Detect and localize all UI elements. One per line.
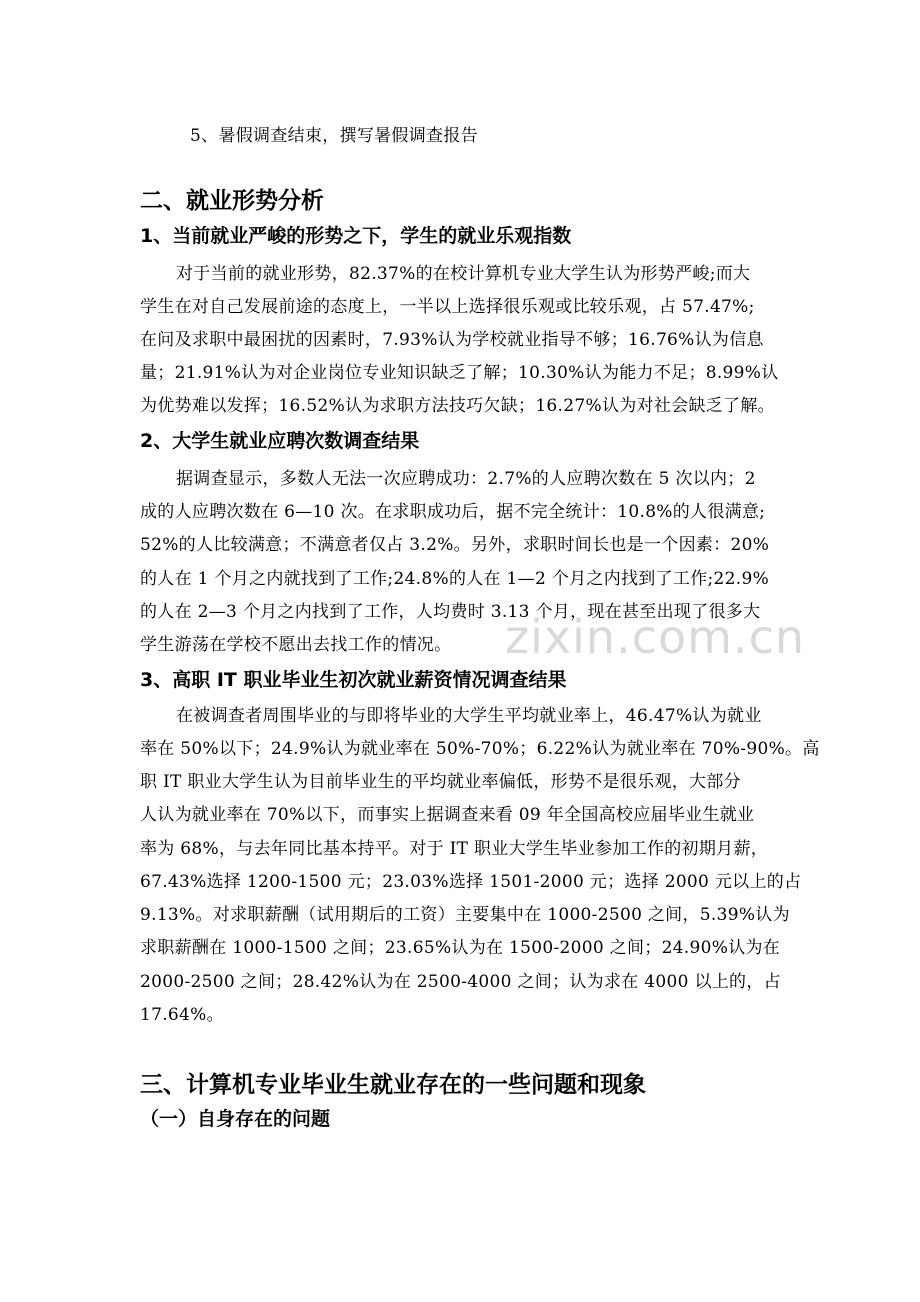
paragraph-line: 52%的人比较满意；不满意者仅占 3.2%。另外，求职时间长也是一个因素：20%: [140, 535, 770, 555]
paragraph-line: 学生在对自己发展前途的态度上，一半以上选择很乐观或比较乐观，占 57.47%;: [140, 297, 755, 317]
paragraph-line: 为优势难以发挥；16.52%认为求职方法技巧欠缺；16.27%认为对社会缺乏了解。: [140, 396, 775, 416]
paragraph-line: 在问及求职中最困扰的因素时，7.93%认为学校就业指导不够；16.76%认为信息: [140, 330, 764, 350]
intro-step-line: 5、暑假调查结束，撰写暑假调查报告: [190, 126, 478, 146]
paragraph-line: 17.64%。: [140, 1005, 224, 1025]
watermark: zixin.com.cn: [505, 610, 806, 664]
paragraph-line: 成的人应聘次数在 6—10 次。在求职成功后，据不完全统计：10.8%的人很满意;: [140, 502, 766, 522]
section-3-heading: 三、计算机专业毕业生就业存在的一些问题和现象: [140, 1072, 646, 1098]
paragraph-line: 学生游荡在学校不愿出去找工作的情况。: [140, 635, 452, 655]
section-3-subsection-1-heading: （一）自身存在的问题: [140, 1108, 331, 1130]
paragraph-line: 2000-2500 之间；28.42%认为在 2500-4000 之间；认为求在 4000 以上的，占: [140, 972, 781, 992]
paragraph-line: 9.13%。对求职薪酬（试用期后的工资）主要集中在 1000-2500 之间，5.39%认为: [140, 905, 790, 925]
paragraph-line: 职 IT 职业大学生认为目前毕业生的平均就业率偏低，形势不是很乐观，大部分: [140, 772, 741, 792]
paragraph-line: 的人在 1 个月之内就找到了工作;24.8%的人在 1—2 个月之内找到了工作;22.9%: [140, 569, 770, 589]
paragraph-line: 人认为就业率在 70%以下，而事实上据调查来看 09 年全国高校应届毕业生就业: [140, 805, 755, 825]
paragraph-line: 量；21.91%认为对企业岗位专业知识缺乏了解；10.30%认为能力不足；8.99%认: [140, 363, 779, 383]
subsection-3-heading: 3、高职 IT 职业毕业生初次就业薪资情况调查结果: [140, 669, 567, 691]
paragraph-line: 率在 50%以下；24.9%认为就业率在 50%-70%；6.22%认为就业率在 70%-90%。高: [140, 739, 820, 759]
paragraph-line: 据调查显示，多数人无法一次应聘成功：2.7%的人应聘次数在 5 次以内；2: [176, 469, 756, 489]
paragraph-line: 67.43%选择 1200-1500 元；23.03%选择 1501-2000 元；选择 2000 元以上的占: [140, 872, 802, 892]
subsection-2-heading: 2、大学生就业应聘次数调查结果: [140, 430, 420, 452]
paragraph-line: 对于当前的就业形势，82.37%的在校计算机专业大学生认为形势严峻;而大: [176, 264, 751, 284]
paragraph-line: 求职薪酬在 1000-1500 之间；23.65%认为在 1500-2000 之间；24.90%认为在: [140, 938, 781, 958]
paragraph-line: 的人在 2—3 个月之内找到了工作，人均费时 3.13 个月，现在甚至出现了很多大: [140, 602, 761, 622]
paragraph-line: 率为 68%，与去年同比基本持平。对于 IT 职业大学生毕业参加工作的初期月薪，: [140, 839, 769, 859]
paragraph-line: 在被调查者周围毕业的与即将毕业的大学生平均就业率上，46.47%认为就业: [176, 706, 762, 726]
section-2-heading: 二、就业形势分析: [140, 188, 324, 214]
subsection-1-heading: 1、当前就业严峻的形势之下，学生的就业乐观指数: [140, 225, 572, 247]
